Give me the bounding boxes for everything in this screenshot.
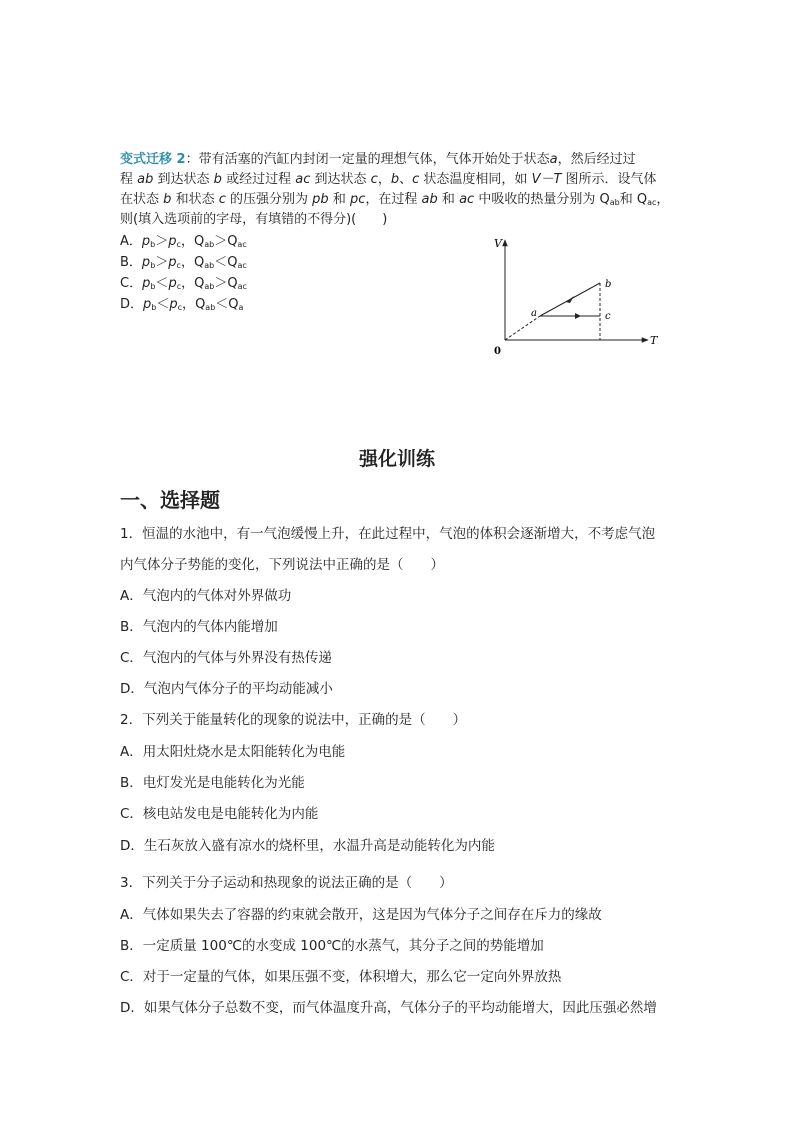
variant-label: 变式迁移 2 <box>120 152 186 167</box>
page-title: 强化训练 <box>358 448 435 470</box>
question-1-option-b: B．气泡内的气体内能增加 <box>120 619 278 635</box>
question-2-option-c: C．核电站发电是电能转化为内能 <box>120 806 319 822</box>
dashed-origin-line <box>505 316 540 340</box>
v-axis-label: V <box>494 237 502 250</box>
origin-label: 0 <box>494 346 501 357</box>
question-3-line-1: 3．下列关于分子运动和热现象的说法正确的是（ ） <box>120 875 453 891</box>
question-2-option-b: B．电灯发光是电能转化为光能 <box>120 775 305 791</box>
variant-line-1: 变式迁移 2：带有活塞的汽缸内封闭一定量的理想气体，气体开始处于状态a，然后经过过 <box>120 152 636 167</box>
section-heading: 一、选择题 <box>120 488 220 512</box>
t-axis-label: T <box>650 334 658 347</box>
variant-line-4: 则(填入选项前的字母，有填错的不得分)( ) <box>120 212 388 227</box>
arrow-ab-icon <box>566 296 574 303</box>
question-3-option-b: B．一定质量 100℃的水变成 100℃的水蒸气，其分子之间的势能增加 <box>120 938 544 954</box>
variant-option-c: C．$p_b<p_c$，$Q_{ab}>Q_{ac}$ <box>120 276 247 291</box>
question-2-option-a: A．用太阳灶烧水是太阳能转化为电能 <box>120 744 346 760</box>
variant-line-3: 在状态 b 和状态 c 的压强分别为 pb 和 pc，在过程 ab 和 ac 中吸收的热量分别为 $Q_{ab}$和 $Q_{ac}$， <box>120 192 670 207</box>
question-2-line-1: 2．下列关于能量转化的现象的说法中，正确的是（ ） <box>120 712 467 728</box>
question-1-option-d: D．气泡内气体分子的平均动能减小 <box>120 681 333 697</box>
question-2-option-d: D．生石灰放入盛有凉水的烧杯里，水温升高是动能转化为内能 <box>120 838 495 854</box>
question-3-option-a: A．气体如果失去了容器的约束就会散开，这是因为气体分子之间存在斥力的缘故 <box>120 907 602 923</box>
question-3-option-c: C．对于一定量的气体，如果压强不变，体积增大，那么它一定向外界放热 <box>120 969 562 985</box>
question-1-line-1: 1．恒温的水池中，有一气泡缓慢上升，在此过程中，气泡的体积会逐渐增大，不考虑气泡 <box>120 526 656 542</box>
point-a-label: a <box>531 308 537 319</box>
variant-line-2: 程 ab 到达状态 b 或经过过程 ac 到达状态 c，b、c 状态温度相同，如 V－T 图所示．设气体 <box>120 172 657 187</box>
variant-option-d: D．$p_b<p_c$，$Q_{ab}<Q_a$ <box>120 297 244 312</box>
question-1-option-a: A．气泡内的气体对外界做功 <box>120 588 292 604</box>
question-1-option-c: C．气泡内的气体与外界没有热传递 <box>120 650 332 666</box>
question-3-option-d: D．如果气体分子总数不变，而气体温度升高，气体分子的平均动能增大，因此压强必然增 <box>120 1000 657 1016</box>
arrow-ac-icon <box>575 313 581 319</box>
vt-diagram <box>480 232 670 367</box>
point-c-label: c <box>605 311 611 322</box>
variant-option-b: B．$p_b>p_c$，$Q_{ab}<Q_{ac}$ <box>120 255 247 270</box>
variant-option-a: A．$p_b>p_c$，$Q_{ab}>Q_{ac}$ <box>120 234 247 249</box>
question-1-line-2: 内气体分子势能的变化，下列说法中正确的是（ ） <box>120 557 444 573</box>
point-b-label: b <box>605 279 612 290</box>
